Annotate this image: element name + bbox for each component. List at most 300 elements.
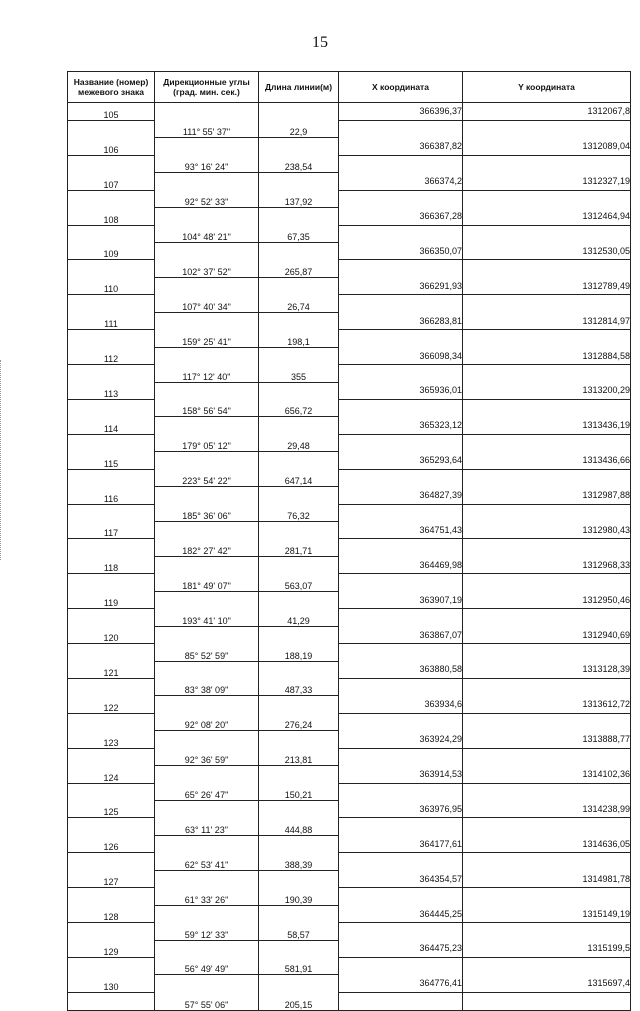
line-length: 265,87 bbox=[259, 260, 339, 277]
y-coordinate: 1313612,72 bbox=[463, 696, 631, 713]
line-length: 22,9 bbox=[259, 120, 339, 137]
name-empty bbox=[68, 992, 155, 1010]
y-coordinate: 1312940,69 bbox=[463, 626, 631, 643]
x-empty bbox=[339, 399, 463, 416]
direction-angle: 92° 08' 20" bbox=[155, 713, 259, 730]
direction-angle: 83° 38' 09" bbox=[155, 678, 259, 695]
x-empty bbox=[339, 365, 463, 382]
y-coordinate: 1314238,99 bbox=[463, 801, 631, 818]
y-empty bbox=[463, 609, 631, 626]
length-empty bbox=[259, 766, 339, 783]
segment-row bbox=[68, 260, 631, 277]
point-row bbox=[68, 766, 631, 783]
direction-angle: 59° 12' 33" bbox=[155, 923, 259, 940]
name-empty bbox=[68, 957, 155, 974]
point-name: 116 bbox=[68, 487, 155, 504]
point-name: 129 bbox=[68, 940, 155, 957]
table-header-row bbox=[68, 72, 631, 103]
point-name: 105 bbox=[68, 103, 155, 121]
x-empty bbox=[339, 295, 463, 312]
direction-angle: 57° 55' 06" bbox=[155, 992, 259, 1010]
point-name: 127 bbox=[68, 870, 155, 887]
length-empty bbox=[259, 208, 339, 225]
x-empty bbox=[339, 434, 463, 451]
name-empty bbox=[68, 678, 155, 695]
name-empty bbox=[68, 399, 155, 416]
point-row bbox=[68, 173, 631, 190]
point-name: 112 bbox=[68, 347, 155, 364]
segment-row bbox=[68, 469, 631, 486]
y-coordinate: 1312987,88 bbox=[463, 487, 631, 504]
y-coordinate: 1315199,5 bbox=[463, 940, 631, 957]
y-empty bbox=[463, 748, 631, 765]
direction-angle: 104° 48' 21" bbox=[155, 225, 259, 242]
y-coordinate: 1313200,29 bbox=[463, 382, 631, 399]
name-empty bbox=[68, 644, 155, 661]
line-length: 656,72 bbox=[259, 399, 339, 416]
y-coordinate: 1315149,19 bbox=[463, 905, 631, 922]
direction-angle: 223° 54' 22" bbox=[155, 469, 259, 486]
y-empty bbox=[463, 888, 631, 905]
line-length: 444,88 bbox=[259, 818, 339, 835]
point-row bbox=[68, 696, 631, 713]
segment-row bbox=[68, 748, 631, 765]
y-empty bbox=[463, 504, 631, 521]
x-coordinate: 364827,39 bbox=[339, 487, 463, 504]
y-coordinate: 1315697,4 bbox=[463, 975, 631, 992]
angle-empty bbox=[155, 801, 259, 818]
direction-angle: 111° 55' 37" bbox=[155, 120, 259, 137]
length-empty bbox=[259, 626, 339, 643]
x-empty bbox=[339, 888, 463, 905]
y-coordinate: 1312789,49 bbox=[463, 277, 631, 294]
page-number: 15 bbox=[312, 34, 328, 51]
direction-angle: 179° 05' 12" bbox=[155, 434, 259, 451]
length-empty bbox=[259, 347, 339, 364]
y-coordinate: 1313436,19 bbox=[463, 417, 631, 434]
segment-row bbox=[68, 365, 631, 382]
point-row bbox=[68, 312, 631, 329]
length-empty bbox=[259, 556, 339, 573]
angle-empty bbox=[155, 452, 259, 469]
direction-angle: 62° 53' 41" bbox=[155, 853, 259, 870]
x-empty bbox=[339, 539, 463, 556]
direction-angle: 117° 12' 40" bbox=[155, 365, 259, 382]
name-empty bbox=[68, 853, 155, 870]
angle-empty bbox=[155, 277, 259, 294]
length-empty bbox=[259, 452, 339, 469]
y-empty bbox=[463, 678, 631, 695]
name-empty bbox=[68, 330, 155, 347]
point-row bbox=[68, 522, 631, 539]
x-empty bbox=[339, 574, 463, 591]
x-empty bbox=[339, 957, 463, 974]
line-length: 190,39 bbox=[259, 888, 339, 905]
point-name: 119 bbox=[68, 591, 155, 608]
angle-empty bbox=[155, 661, 259, 678]
x-coordinate: 363880,58 bbox=[339, 661, 463, 678]
segment-row bbox=[68, 190, 631, 207]
name-empty bbox=[68, 923, 155, 940]
y-empty bbox=[463, 365, 631, 382]
y-empty bbox=[463, 295, 631, 312]
name-empty bbox=[68, 748, 155, 765]
direction-angle: 85° 52' 59" bbox=[155, 644, 259, 661]
x-empty bbox=[339, 609, 463, 626]
x-coordinate: 364475,23 bbox=[339, 940, 463, 957]
name-empty bbox=[68, 574, 155, 591]
y-empty bbox=[463, 783, 631, 800]
length-empty bbox=[259, 382, 339, 399]
name-empty bbox=[68, 260, 155, 277]
angle-empty bbox=[155, 208, 259, 225]
header-x-coordinate: X координата bbox=[339, 72, 463, 103]
x-empty bbox=[339, 992, 463, 1010]
length-empty bbox=[259, 417, 339, 434]
boundary-coordinates-table bbox=[67, 71, 631, 1011]
name-empty bbox=[68, 504, 155, 521]
angle-empty bbox=[155, 626, 259, 643]
y-coordinate: 1312814,97 bbox=[463, 312, 631, 329]
point-row bbox=[68, 138, 631, 155]
point-name: 128 bbox=[68, 905, 155, 922]
angle-empty bbox=[155, 766, 259, 783]
line-length: 276,24 bbox=[259, 713, 339, 730]
point-name: 124 bbox=[68, 766, 155, 783]
point-row bbox=[68, 661, 631, 678]
line-length: 238,54 bbox=[259, 155, 339, 172]
length-empty bbox=[259, 870, 339, 887]
y-coordinate: 1314102,36 bbox=[463, 766, 631, 783]
segment-row bbox=[68, 539, 631, 556]
name-empty bbox=[68, 225, 155, 242]
point-name: 130 bbox=[68, 975, 155, 992]
length-empty bbox=[259, 975, 339, 992]
segment-row bbox=[68, 225, 631, 242]
name-empty bbox=[68, 783, 155, 800]
point-row bbox=[68, 801, 631, 818]
angle-empty bbox=[155, 905, 259, 922]
point-name: 115 bbox=[68, 452, 155, 469]
angle-empty bbox=[155, 347, 259, 364]
length-empty bbox=[259, 277, 339, 294]
segment-row bbox=[68, 923, 631, 940]
x-coordinate: 364445,25 bbox=[339, 905, 463, 922]
point-row bbox=[68, 905, 631, 922]
point-row bbox=[68, 731, 631, 748]
point-row bbox=[68, 243, 631, 260]
segment-row bbox=[68, 957, 631, 974]
y-coordinate: 1312067,8 bbox=[463, 103, 631, 121]
segment-row bbox=[68, 155, 631, 172]
point-row bbox=[68, 975, 631, 992]
x-empty bbox=[339, 155, 463, 172]
line-length: 188,19 bbox=[259, 644, 339, 661]
segment-row bbox=[68, 120, 631, 137]
direction-angle: 193° 41' 10" bbox=[155, 609, 259, 626]
angle-empty bbox=[155, 731, 259, 748]
name-empty bbox=[68, 120, 155, 137]
line-length: 213,81 bbox=[259, 748, 339, 765]
x-empty bbox=[339, 713, 463, 730]
x-coordinate: 366291,93 bbox=[339, 277, 463, 294]
line-length: 26,74 bbox=[259, 295, 339, 312]
length-empty bbox=[259, 940, 339, 957]
point-row bbox=[68, 417, 631, 434]
y-empty bbox=[463, 469, 631, 486]
point-name: 118 bbox=[68, 556, 155, 573]
point-row bbox=[68, 487, 631, 504]
length-empty bbox=[259, 173, 339, 190]
point-name: 123 bbox=[68, 731, 155, 748]
direction-angle: 93° 16' 24" bbox=[155, 155, 259, 172]
direction-angle: 185° 36' 06" bbox=[155, 504, 259, 521]
direction-angle: 181° 49' 07" bbox=[155, 574, 259, 591]
point-name: 111 bbox=[68, 312, 155, 329]
line-length: 137,92 bbox=[259, 190, 339, 207]
segment-row bbox=[68, 888, 631, 905]
table-body bbox=[68, 103, 631, 1011]
x-coordinate: 366098,34 bbox=[339, 347, 463, 364]
y-coordinate: 1314981,78 bbox=[463, 870, 631, 887]
direction-angle: 92° 36' 59" bbox=[155, 748, 259, 765]
point-name: 114 bbox=[68, 417, 155, 434]
angle-empty bbox=[155, 591, 259, 608]
x-coordinate: 366396,37 bbox=[339, 103, 463, 121]
line-length: 355 bbox=[259, 365, 339, 382]
y-empty bbox=[463, 120, 631, 137]
angle-empty bbox=[155, 870, 259, 887]
x-empty bbox=[339, 120, 463, 137]
y-empty bbox=[463, 957, 631, 974]
angle-empty bbox=[155, 940, 259, 957]
line-length: 563,07 bbox=[259, 574, 339, 591]
length-empty bbox=[259, 312, 339, 329]
point-name: 117 bbox=[68, 522, 155, 539]
x-empty bbox=[339, 469, 463, 486]
length-empty bbox=[259, 661, 339, 678]
x-coordinate: 366283,81 bbox=[339, 312, 463, 329]
point-row bbox=[68, 382, 631, 399]
y-coordinate: 1312089,04 bbox=[463, 138, 631, 155]
direction-angle: 102° 37' 52" bbox=[155, 260, 259, 277]
x-coordinate: 364776,41 bbox=[339, 975, 463, 992]
point-name: 120 bbox=[68, 626, 155, 643]
name-empty bbox=[68, 365, 155, 382]
y-empty bbox=[463, 853, 631, 870]
angle-empty bbox=[155, 835, 259, 852]
point-name: 122 bbox=[68, 696, 155, 713]
point-row bbox=[68, 208, 631, 225]
line-length: 647,14 bbox=[259, 469, 339, 486]
point-name: 107 bbox=[68, 173, 155, 190]
point-row bbox=[68, 347, 631, 364]
header-point-name: Название (номер) межевого знака bbox=[68, 72, 155, 103]
line-length: 58,57 bbox=[259, 923, 339, 940]
name-empty bbox=[68, 713, 155, 730]
segment-row bbox=[68, 678, 631, 695]
angle-empty bbox=[155, 382, 259, 399]
point-name: 113 bbox=[68, 382, 155, 399]
point-row bbox=[68, 103, 631, 121]
point-name: 125 bbox=[68, 801, 155, 818]
angle-empty bbox=[155, 312, 259, 329]
x-coordinate: 364177,61 bbox=[339, 835, 463, 852]
y-coordinate: 1312968,33 bbox=[463, 556, 631, 573]
line-length: 41,29 bbox=[259, 609, 339, 626]
name-empty bbox=[68, 539, 155, 556]
length-empty bbox=[259, 905, 339, 922]
angle-empty bbox=[155, 173, 259, 190]
segment-row bbox=[68, 713, 631, 730]
point-name: 106 bbox=[68, 138, 155, 155]
x-empty bbox=[339, 644, 463, 661]
line-length: 67,35 bbox=[259, 225, 339, 242]
x-coordinate: 363934,6 bbox=[339, 696, 463, 713]
x-empty bbox=[339, 190, 463, 207]
angle-empty bbox=[155, 138, 259, 155]
direction-angle: 63° 11' 23" bbox=[155, 818, 259, 835]
scan-edge-mark bbox=[0, 360, 3, 560]
y-coordinate: 1313436,66 bbox=[463, 452, 631, 469]
x-empty bbox=[339, 678, 463, 695]
x-coordinate: 365293,64 bbox=[339, 452, 463, 469]
point-row bbox=[68, 870, 631, 887]
segment-row bbox=[68, 434, 631, 451]
x-coordinate: 364751,43 bbox=[339, 522, 463, 539]
y-coordinate: 1312884,58 bbox=[463, 347, 631, 364]
x-empty bbox=[339, 260, 463, 277]
segment-row bbox=[68, 818, 631, 835]
y-empty bbox=[463, 260, 631, 277]
x-coordinate: 363907,19 bbox=[339, 591, 463, 608]
line-length: 205,15 bbox=[259, 992, 339, 1010]
name-empty bbox=[68, 469, 155, 486]
angle-empty bbox=[155, 417, 259, 434]
point-name: 121 bbox=[68, 661, 155, 678]
segment-row bbox=[68, 992, 631, 1010]
name-empty bbox=[68, 609, 155, 626]
y-empty bbox=[463, 155, 631, 172]
length-empty bbox=[259, 801, 339, 818]
length-empty bbox=[259, 731, 339, 748]
segment-row bbox=[68, 330, 631, 347]
line-length: 198,1 bbox=[259, 330, 339, 347]
point-name: 126 bbox=[68, 835, 155, 852]
length-empty bbox=[259, 696, 339, 713]
direction-angle: 158° 56' 54" bbox=[155, 399, 259, 416]
point-name: 109 bbox=[68, 243, 155, 260]
x-coordinate: 366374,2 bbox=[339, 173, 463, 190]
y-coordinate: 1312327,19 bbox=[463, 173, 631, 190]
segment-row bbox=[68, 853, 631, 870]
segment-row bbox=[68, 783, 631, 800]
line-length: 487,33 bbox=[259, 678, 339, 695]
x-coordinate: 364469,98 bbox=[339, 556, 463, 573]
x-coordinate: 366367,28 bbox=[339, 208, 463, 225]
x-empty bbox=[339, 818, 463, 835]
segment-row bbox=[68, 295, 631, 312]
y-empty bbox=[463, 539, 631, 556]
x-empty bbox=[339, 748, 463, 765]
name-empty bbox=[68, 888, 155, 905]
segment-row bbox=[68, 504, 631, 521]
line-length: 281,71 bbox=[259, 539, 339, 556]
direction-angle: 65° 26' 47" bbox=[155, 783, 259, 800]
y-empty bbox=[463, 992, 631, 1010]
x-empty bbox=[339, 783, 463, 800]
x-empty bbox=[339, 923, 463, 940]
direction-angle: 107° 40' 34" bbox=[155, 295, 259, 312]
y-empty bbox=[463, 330, 631, 347]
length-empty bbox=[259, 243, 339, 260]
y-coordinate: 1313888,77 bbox=[463, 731, 631, 748]
line-length: 581,91 bbox=[259, 957, 339, 974]
y-coordinate: 1312950,46 bbox=[463, 591, 631, 608]
y-coordinate: 1312530,05 bbox=[463, 243, 631, 260]
x-coordinate: 365936,01 bbox=[339, 382, 463, 399]
x-coordinate: 365323,12 bbox=[339, 417, 463, 434]
y-empty bbox=[463, 923, 631, 940]
y-coordinate: 1313128,39 bbox=[463, 661, 631, 678]
direction-angle: 159° 25' 41" bbox=[155, 330, 259, 347]
name-empty bbox=[68, 295, 155, 312]
x-empty bbox=[339, 504, 463, 521]
angle-empty bbox=[155, 103, 259, 121]
x-coordinate: 363976,95 bbox=[339, 801, 463, 818]
x-coordinate: 363924,29 bbox=[339, 731, 463, 748]
point-row bbox=[68, 591, 631, 608]
segment-row bbox=[68, 644, 631, 661]
segment-row bbox=[68, 609, 631, 626]
length-empty bbox=[259, 487, 339, 504]
angle-empty bbox=[155, 975, 259, 992]
line-length: 76,32 bbox=[259, 504, 339, 521]
line-length: 29,48 bbox=[259, 434, 339, 451]
name-empty bbox=[68, 434, 155, 451]
point-row bbox=[68, 835, 631, 852]
name-empty bbox=[68, 155, 155, 172]
angle-empty bbox=[155, 556, 259, 573]
point-name: 108 bbox=[68, 208, 155, 225]
x-coordinate: 363914,53 bbox=[339, 766, 463, 783]
length-empty bbox=[259, 522, 339, 539]
y-coordinate: 1314636,05 bbox=[463, 835, 631, 852]
point-name: 110 bbox=[68, 277, 155, 294]
x-coordinate: 363867,07 bbox=[339, 626, 463, 643]
angle-empty bbox=[155, 522, 259, 539]
point-row bbox=[68, 556, 631, 573]
y-coordinate: 1312464,94 bbox=[463, 208, 631, 225]
angle-empty bbox=[155, 696, 259, 713]
point-row bbox=[68, 940, 631, 957]
segment-row bbox=[68, 399, 631, 416]
line-length: 150,21 bbox=[259, 783, 339, 800]
direction-angle: 92° 52' 33" bbox=[155, 190, 259, 207]
y-empty bbox=[463, 644, 631, 661]
y-empty bbox=[463, 225, 631, 242]
x-coordinate: 366350,07 bbox=[339, 243, 463, 260]
segment-row bbox=[68, 574, 631, 591]
point-row bbox=[68, 277, 631, 294]
header-y-coordinate: Y координата bbox=[463, 72, 631, 103]
direction-angle: 61° 33' 26" bbox=[155, 888, 259, 905]
direction-angle: 182° 27' 42" bbox=[155, 539, 259, 556]
y-empty bbox=[463, 713, 631, 730]
point-row bbox=[68, 626, 631, 643]
header-line-length: Длина линии(м) bbox=[259, 72, 339, 103]
point-row bbox=[68, 452, 631, 469]
